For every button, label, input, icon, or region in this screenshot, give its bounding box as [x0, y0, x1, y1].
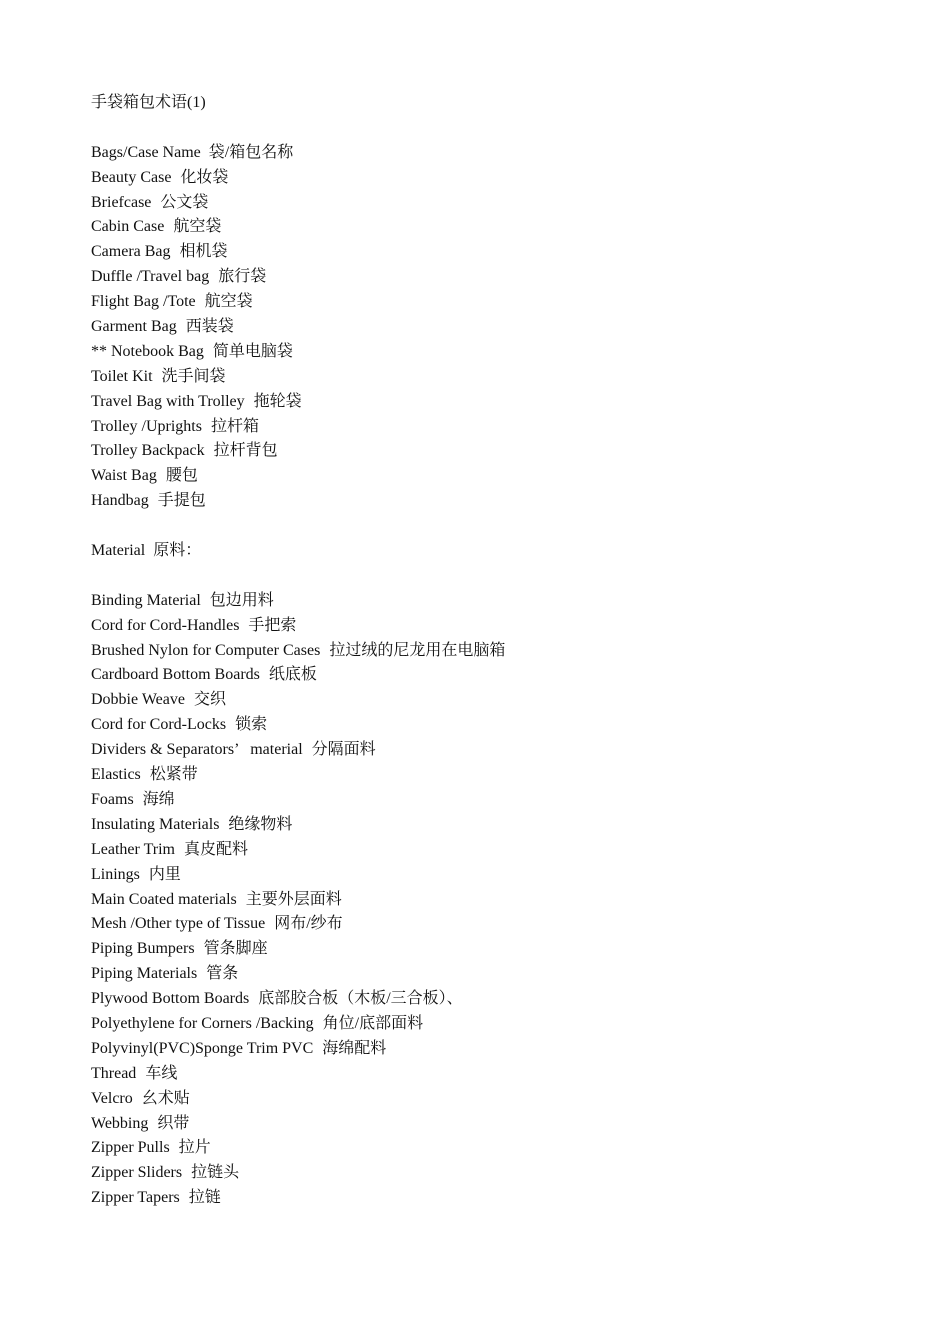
term-english: Piping Bumpers [91, 940, 195, 958]
term-english: Cabin Case [91, 218, 165, 236]
term-chinese: 分隔面料 [311, 741, 376, 759]
section-heading-bags: Bags/Case Name 袋/箱包名称 [91, 143, 294, 161]
term-chinese: 内里 [148, 865, 181, 883]
term-chinese: 主要外层面料 [245, 890, 342, 908]
term-row [91, 614, 911, 639]
term-row [91, 1062, 911, 1087]
term-chinese: 相机袋 [179, 243, 228, 261]
term-chinese: 真皮配料 [184, 840, 249, 858]
term-row [91, 589, 911, 614]
term-chinese: 底部胶合板（木板/三合板）、 [258, 990, 463, 1008]
term-row [91, 390, 911, 415]
term-chinese: 织带 [157, 1114, 190, 1132]
term-chinese: 海绵配料 [322, 1039, 387, 1057]
term-chinese: 拉过绒的尼龙用在电脑箱 [329, 641, 506, 659]
term-chinese: 手提包 [157, 492, 206, 510]
term-row [91, 1012, 911, 1037]
term-row [91, 788, 911, 813]
term-row [91, 1161, 911, 1186]
term-chinese: 角位/底部面料 [322, 1014, 424, 1032]
term-english: ** Notebook Bag [91, 342, 204, 360]
term-chinese: 西装袋 [185, 318, 234, 336]
term-chinese: 简单电脑袋 [212, 342, 293, 360]
term-chinese: 幺术贴 [141, 1089, 190, 1107]
term-english: Piping Materials [91, 965, 198, 983]
term-row [91, 688, 911, 713]
term-english: Dividers & Separators’ material [91, 741, 303, 759]
bag-term-list [91, 166, 911, 514]
term-chinese: 海绵 [142, 790, 175, 808]
term-english: Main Coated materials [91, 890, 237, 908]
term-chinese: 锁索 [235, 716, 268, 734]
term-row [91, 240, 911, 265]
term-row [91, 937, 911, 962]
term-chinese: 拉链 [188, 1189, 221, 1207]
term-row [91, 738, 911, 763]
term-english: Brushed Nylon for Computer Cases [91, 641, 321, 659]
term-english: Trolley Backpack [91, 442, 205, 460]
term-row [91, 464, 911, 489]
term-english: Camera Bag [91, 243, 171, 261]
term-english: Elastics [91, 766, 141, 784]
term-english: Cord for Cord-Handles [91, 616, 240, 634]
term-chinese: 纸底板 [268, 666, 317, 684]
term-chinese: 松紧带 [149, 766, 198, 784]
term-english: Cardboard Bottom Boards [91, 666, 260, 684]
term-chinese: 绝缘物料 [228, 815, 293, 833]
term-english: Polyvinyl(PVC)Sponge Trim PVC [91, 1039, 314, 1057]
term-english: Webbing [91, 1114, 149, 1132]
term-english: Plywood Bottom Boards [91, 990, 250, 1008]
document-page [91, 91, 911, 1211]
term-english: Travel Bag with Trolley [91, 392, 245, 410]
term-row [91, 838, 911, 863]
term-row [91, 1112, 911, 1137]
term-chinese: 航空袋 [173, 218, 222, 236]
term-row [91, 215, 911, 240]
term-row [91, 763, 911, 788]
term-chinese: 腰包 [165, 467, 198, 485]
term-chinese: 航空袋 [204, 293, 253, 311]
term-chinese: 拉杆背包 [213, 442, 278, 460]
term-english: Flight Bag /Tote [91, 293, 196, 311]
term-english: Polyethylene for Corners /Backing [91, 1014, 314, 1032]
term-row [91, 1136, 911, 1161]
term-english: Dobbie Weave [91, 691, 185, 709]
term-chinese: 车线 [145, 1064, 178, 1082]
term-row [91, 713, 911, 738]
term-english: Toilet Kit [91, 367, 153, 385]
term-chinese: 包边用料 [209, 591, 274, 609]
term-chinese: 洗手间袋 [161, 367, 226, 385]
term-english: Insulating Materials [91, 815, 220, 833]
term-english: Zipper Tapers [91, 1189, 180, 1207]
term-english: Zipper Sliders [91, 1164, 183, 1182]
term-chinese: 管条 [206, 965, 239, 983]
term-english: Thread [91, 1064, 137, 1082]
document-title: 手袋箱包术语(1) [91, 94, 206, 111]
term-chinese: 化妆袋 [180, 168, 229, 186]
term-chinese: 网布/纱布 [274, 915, 343, 933]
term-english: Mesh /Other type of Tissue [91, 915, 266, 933]
term-row [91, 191, 911, 216]
term-english: Binding Material [91, 591, 201, 609]
term-english: Waist Bag [91, 467, 157, 485]
term-english: Cord for Cord-Locks [91, 716, 227, 734]
term-english: Linings [91, 865, 140, 883]
term-english: Leather Trim [91, 840, 175, 858]
term-english: Handbag [91, 492, 149, 510]
spacer [91, 514, 911, 539]
term-row [91, 663, 911, 688]
term-english: Duffle /Travel bag [91, 268, 210, 286]
term-row [91, 813, 911, 838]
term-row [91, 365, 911, 390]
term-english: Garment Bag [91, 318, 177, 336]
term-chinese: 手把索 [248, 616, 297, 634]
term-chinese: 拉片 [178, 1139, 211, 1157]
term-english: Velcro [91, 1089, 133, 1107]
term-english: Trolley /Uprights [91, 417, 202, 435]
term-row [91, 315, 911, 340]
term-chinese: 公文袋 [160, 193, 209, 211]
term-row [91, 962, 911, 987]
term-row [91, 1087, 911, 1112]
spacer [91, 116, 911, 141]
term-chinese: 交织 [193, 691, 226, 709]
term-row [91, 1186, 911, 1211]
term-chinese: 管条脚座 [203, 940, 268, 958]
term-row [91, 489, 911, 514]
term-row [91, 863, 911, 888]
term-row [91, 439, 911, 464]
term-english: Foams [91, 790, 134, 808]
material-term-list [91, 589, 911, 1211]
spacer [91, 564, 911, 589]
term-chinese: 拉杆箱 [210, 417, 259, 435]
term-row [91, 912, 911, 937]
term-chinese: 拖轮袋 [253, 392, 302, 410]
section-heading-material: Material 原料： [91, 542, 202, 560]
term-row [91, 987, 911, 1012]
term-row [91, 166, 911, 191]
term-english: Briefcase [91, 193, 152, 211]
term-row [91, 639, 911, 664]
term-row [91, 290, 911, 315]
term-row [91, 340, 911, 365]
term-english: Zipper Pulls [91, 1139, 170, 1157]
term-row [91, 265, 911, 290]
term-english: Beauty Case [91, 168, 172, 186]
term-chinese: 拉链头 [191, 1164, 240, 1182]
term-row [91, 415, 911, 440]
term-row [91, 888, 911, 913]
term-chinese: 旅行袋 [218, 268, 267, 286]
term-row [91, 1037, 911, 1062]
